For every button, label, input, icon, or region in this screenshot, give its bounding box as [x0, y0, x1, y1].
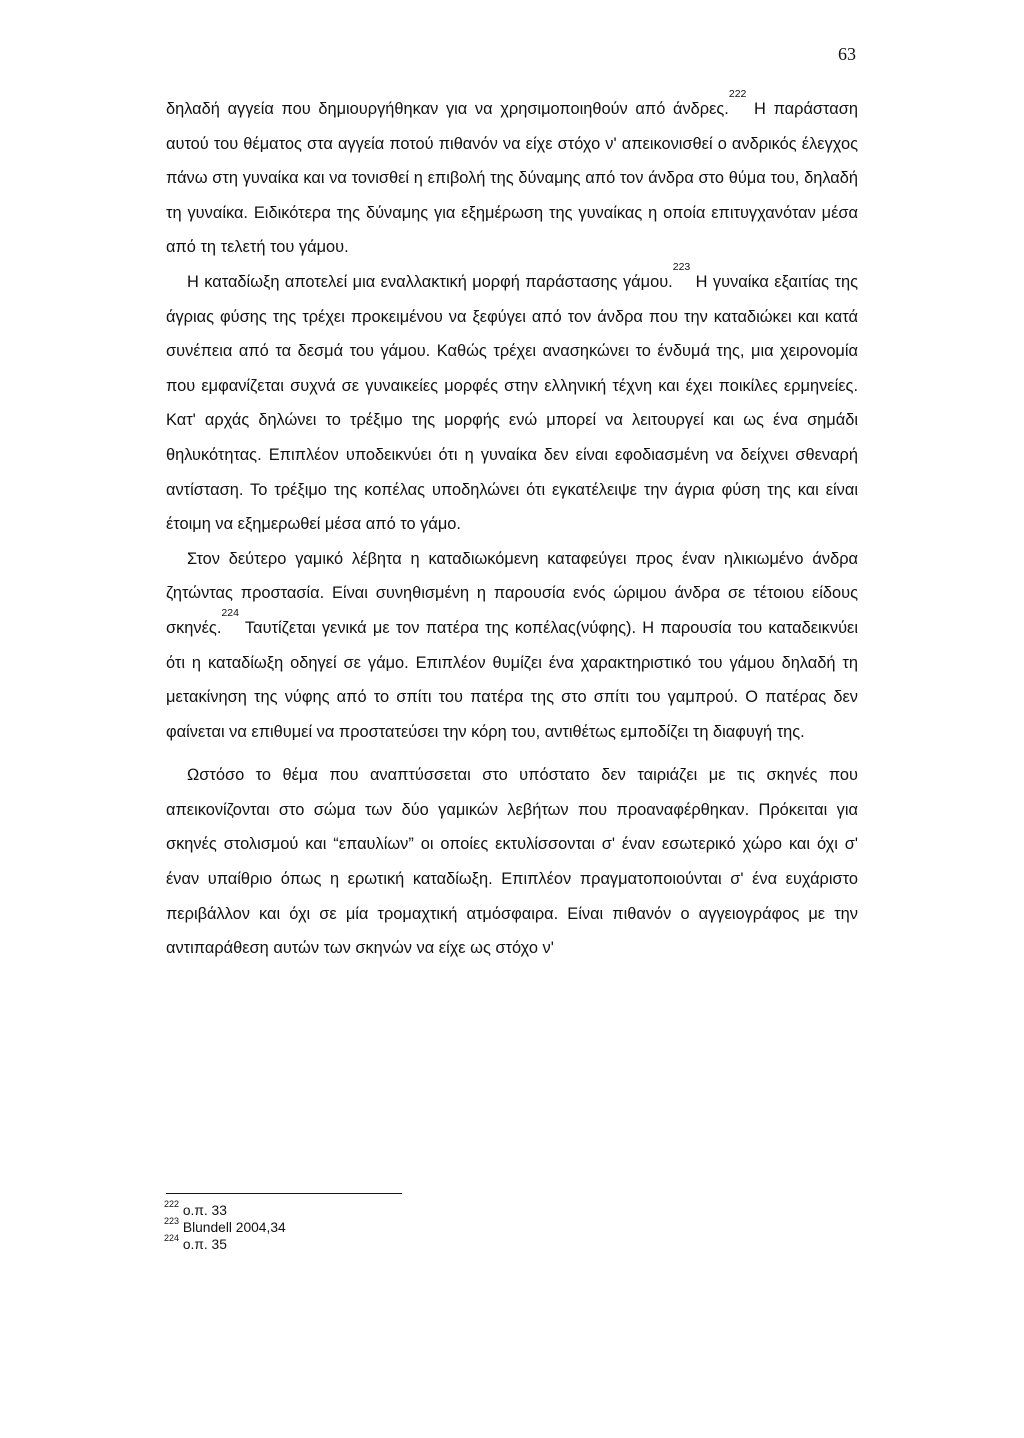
footnote-ref: 223: [672, 260, 691, 273]
footnote: [164, 1199, 286, 1219]
paragraph-text: Η γυναίκα εξαιτίας της άγριας φύσης της τρέχει προκειμένου να ξεφύγει από τον άνδρα που την καταδιώκει και κατά συνέπεια από τα δεσμά του γάμου. Καθώς τρέχει ανασηκώνει το ένδυμά της, μια χειρονομία που εμφανίζεται συχνά σε γυναικείες μορφές στην ελληνική τέχνη και έχει ποικίλες ερμηνείες. Κατ' αρχάς δηλώνει το τρέξιμο της μορφής ενώ μπορεί να λειτουργεί και ως ένα σημάδι θηλυκότητας. Επιπλέον υποδεικνύει ότι η γυναίκα δεν είναι εφοδιασμένη να δείχνει σθεναρή αντίσταση. Το τρέξιμο της κοπέλας υποδηλώνει ότι εγκατέλειψε την άγρια φύση της και είναι έτοιμη να εξημερωθεί μέσα από το γάμο.: [166, 272, 858, 534]
footnotes: [164, 1199, 286, 1254]
footnote-ref: 222: [728, 88, 747, 100]
footnote-separator: [166, 1193, 402, 1194]
footnote-ref: 224: [221, 606, 239, 619]
page-number: 63: [838, 44, 856, 64]
footnote-number: 224: [164, 1233, 180, 1244]
paragraph: [166, 542, 858, 750]
paragraph-text: Ταυτίζεται γενικά με τον πατέρα της κοπέλας(νύφης). Η παρουσία του καταδεικνύει ότι η καταδίωξη οδηγεί σε γάμο. Επιπλέον θυμίζει ένα χαρακτηριστικό του γάμου δηλαδή τη μετακίνηση της νύφης από το σπίτι του πατέρα της στο σπίτι του γαμπρού. Ο πατέρας δεν φαίνεται να επιθυμεί να προστατεύσει την κόρη του, αντιθέτως εμποδίζει τη διαφυγή της.: [166, 618, 858, 741]
footnote-number: 222: [164, 1199, 180, 1209]
paragraph-text: δηλαδή αγγεία που δημιουργήθηκαν για να χρησιμοποιηθούν από άνδρες.: [166, 100, 729, 118]
paragraph-text: Η παράσταση αυτού του θέματος στα αγγεία ποτού πιθανόν να είχε στόχο ν' απεικονισθεί ο ανδρικός έλεγχος πάνω στη γυναίκα και να τονισθεί η επιβολή της δύναμης από τον άνδρα στο θύμα του, δηλαδή τη γυναίκα. Ειδικότερα της δύναμης για εξημέρωση της γυναίκας η οποία επιτυγχανόταν μέσα από τη τελετή του γάμου.: [166, 100, 858, 257]
footnote-text: ο.π. 33: [179, 1203, 227, 1218]
paragraph: [166, 88, 858, 265]
paragraph-text: Ωστόσο το θέμα που αναπτύσσεται στο υπόστατο δεν ταιριάζει με τις σκηνές που απεικονίζονται στο σώμα των δύο γαμικών λεβήτων που προαναφέρθηκαν. Πρόκειται για σκηνές στολισμού και “επαυλίων” οι οποίες εκτυλίσσονται σ' έναν εσωτερικό χώρο και όχι σ' έναν υπαίθριο όπως η ερωτική καταδίωξη. Επιπλέον πραγματοποιούνται σ' ένα ευχάριστο περιβάλλον και όχι σε μία τρομαχτική ατμόσφαιρα. Είναι πιθανόν ο αγγειογράφος με την αντιπαράθεση αυτών των σκηνών να είχε ως στόχο ν': [166, 766, 858, 958]
paragraph-text: Η καταδίωξη αποτελεί μια εναλλακτική μορφή παράστασης γάμου.: [187, 272, 673, 291]
footnote-number: 223: [164, 1216, 180, 1227]
body-text: [166, 88, 858, 966]
paragraph: [166, 260, 858, 542]
footnote: [164, 1233, 286, 1253]
footnote-text: ο.π. 35: [179, 1237, 227, 1253]
footnote: [164, 1216, 286, 1236]
paragraph: [166, 758, 858, 966]
footnote-text: Blundell 2004,34: [179, 1220, 286, 1236]
paragraph-text: Στον δεύτερο γαμικό λέβητα η καταδιωκόμενη καταφεύγει προς έναν ηλικιωμένο άνδρα ζητώντας προστασία. Είναι συνηθισμένη η παρουσία ενός ώριμου άνδρα σε τέτοιου είδους σκηνές.: [166, 549, 858, 637]
